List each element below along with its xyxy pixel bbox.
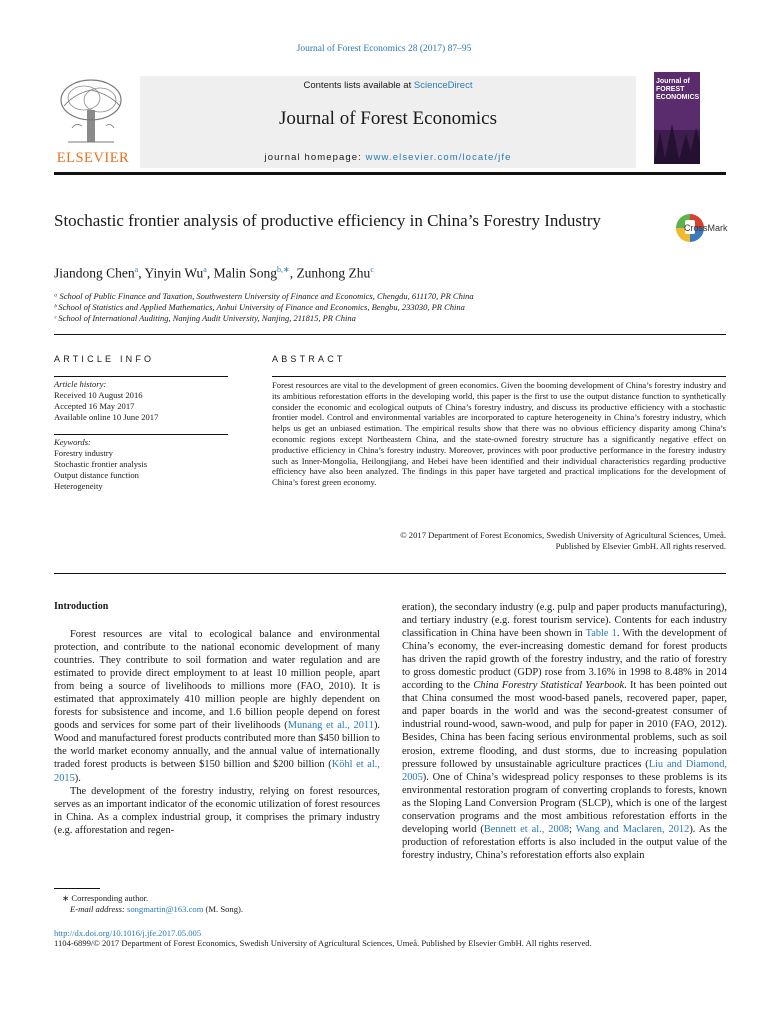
citation-link[interactable]: Liu and Diamond, 2005 (402, 758, 727, 783)
author-affiliation-mark[interactable]: c (370, 265, 374, 274)
body-column-left (54, 628, 380, 837)
elsevier-wordmark: ELSEVIER (56, 150, 130, 166)
author-list: Jiandong Chen$^a$, Yinyin Wu$^a$, Malin Song$^{b,∗}$, Zunhong Zhu$^c$ (54, 265, 374, 281)
homepage-link[interactable]: www.elsevier.com/locate/jfe (365, 152, 512, 163)
author-name[interactable]: Jiandong Chen (54, 265, 135, 281)
contents-line (140, 80, 636, 91)
keywords-list (54, 437, 228, 492)
article-title: Stochastic frontier analysis of productive efficiency in China’s Forestry Industry (54, 211, 601, 230)
citation-link[interactable]: Bennett et al., 2008 (483, 823, 570, 835)
article-info-rule (54, 376, 228, 377)
abstract-publisher-line: Published by Elsevier GmbH. All rights reserved. (555, 541, 726, 551)
homepage-prefix: journal homepage: (264, 152, 366, 163)
introduction-heading: Introduction (54, 601, 109, 612)
author-name[interactable]: Zunhong Zhu (296, 265, 371, 281)
author-name[interactable]: Malin Song (213, 265, 277, 281)
author-name[interactable]: Yinyin Wu (144, 265, 204, 281)
sciencedirect-link[interactable]: ScienceDirect (413, 80, 473, 91)
footnote-rule (54, 888, 100, 889)
paragraph-text: ). As the production of reforestation efforts is also included in the output value of the forestry industry, China’s reforestation efforts also explain (402, 823, 728, 861)
section-rule (54, 334, 726, 335)
citation-link[interactable]: Köhl et al., 2015 (54, 759, 380, 784)
journal-title: Journal of Forest Economics (279, 108, 497, 129)
contents-prefix: Contents lists available at (303, 80, 414, 91)
issn-copyright-line: 1104-6899/© 2017 Department of Forest Economics, Swedish University of Agricultural Sciences, Umeå. Published by Elsevier GmbH. All rights reserved. (54, 938, 592, 948)
abstract-copyright: © 2017 Department of Forest Economics, Swedish University of Agricultural Sciences, Umeå. (400, 530, 726, 540)
paragraph (54, 628, 380, 785)
corresponding-author-note: ∗ Corresponding author. (62, 893, 149, 903)
citation-link[interactable]: Wang and Maclaren, 2012 (575, 823, 690, 835)
body-rule (54, 573, 726, 574)
keyword: Heterogeneity (54, 481, 103, 491)
header-rule (54, 172, 726, 175)
abstract-rule (272, 376, 726, 377)
table-link[interactable]: Table 1 (585, 628, 617, 640)
history-online: Available online 10 June 2017 (54, 412, 159, 422)
paragraph-text: ). Wood and manufactured forest products contributed more than $450 billion to the world market economy annually, and the annual value of internationally traded forest products is between $150 billion and $200 billion ( (54, 720, 381, 771)
cover-title: Journal of FOREST ECONOMICS (656, 78, 700, 101)
affiliation-b: ᵇ School of Statistics and Applied Mathematics, Anhui University of Finance and Economics, Bengbu, 233030, PR China (54, 302, 465, 312)
keywords-label: Keywords: (54, 437, 91, 447)
author-affiliation-mark[interactable]: a (203, 265, 207, 274)
article-info-heading: ARTICLE INFO (54, 354, 155, 364)
citation-link[interactable]: Munang et al., 2011 (287, 720, 374, 732)
paragraph-text: eration), the secondary industry (e.g. pulp and paper products manufacturing), and tertiary industry (e.g. forest tourism service). Contents for each industry classification in China have been shown in (402, 602, 727, 640)
keywords-rule (54, 434, 228, 435)
paragraph-text: . It has been pointed out that China consumed the most wood-based panels, recovered paper, paper, and paper boards in the world and was the second-greatest consumer of industrial round-wood, sawn-wood, and pulp for paper in 2010 (FAO, 2012). Besides, China has been facing serious environmental problems, such as soil erosion, extreme flooding, and dust storms, due to increasing population pressure followed by unsustainable agriculture practices ( (402, 680, 727, 770)
email-footnote (70, 904, 243, 914)
paragraph-text: ). One of China’s widespread policy responses to these problems is its environmental restoration program of converting croplands to forests, known as the Sloping Land Conversion Program (SLCP), which is one of the largest conservation programs and the most ambitious reforestation efforts in the developing world ( (402, 771, 727, 835)
affiliation-c: ᶜ School of International Auditing, Nanjing Audit University, Nanjing, 211815, PR China (54, 313, 356, 323)
paragraph-text: . With the development of China’s economy, the ever-increasing domestic demand for forest products has driven the rapid growth of the forestry industry, and the ratio of forestry to gross domestic product (GDP) rose from 3.16% in 1998 to 8.48% in 2014 according to the (402, 628, 727, 692)
abstract-text: Forest resources are vital to the development of green economics. Given the booming development of China’s forestry industry and its ambitious reforestation efforts in the developing world, this paper is the first to use the output distance function to synthetically consider the economic and ecological outputs of China’s forestry industry, and discuss its productive efficiency with a stochastic frontier model. Control and environmental variables are incorporated to capture heterogeneity in China’s forestry industry, which helps us get an unbiased estimation. The empirical results show that there was no obvious efficiency disparity among China’s economic regions except Northeastern China, and the state-owned forestry structure has a significantly negative effect on productive efficiency in China’s forestry industry. Moreover, provinces with poor productive performance in the forestry industry such as Inner-Mongolia, Heilongjiang, and Hebei have been identified and their individual characteristics regarding productive efficiency have also been analyzed. The findings in this paper have targeted and practical implications for the development of China’s forest green economy. (272, 380, 726, 488)
history-accepted: Accepted 16 May 2017 (54, 401, 135, 411)
author-affiliation-mark[interactable]: b,∗ (276, 265, 290, 274)
keyword: Stochastic frontier analysis (54, 459, 148, 469)
keyword: Output distance function (54, 470, 139, 480)
crossmark-label[interactable]: CrossMark (684, 223, 728, 233)
body-column-right (402, 601, 727, 862)
paragraph-text: ; (569, 823, 576, 835)
abstract-heading: ABSTRACT (272, 354, 346, 364)
journal-homepage-line (140, 152, 636, 163)
history-received: Received 10 August 2016 (54, 390, 143, 400)
doi-link[interactable]: http://dx.doi.org/10.1016/j.jfe.2017.05.005 (54, 928, 202, 938)
author-affiliation-mark[interactable]: a (134, 265, 139, 274)
email-label: E-mail address: (70, 904, 127, 914)
paragraph-text: ). (74, 772, 81, 784)
yearbook-title: China Forestry Statistical Yearbook (473, 680, 625, 692)
email-link[interactable]: songmartin@163.com (126, 904, 204, 914)
history-label: Article history: (54, 379, 107, 389)
journal-citation-link[interactable]: Journal of Forest Economics 28 (2017) 87–95 (296, 44, 472, 54)
email-suffix: (M. Song). (203, 904, 244, 914)
keyword: Forestry industry (54, 448, 113, 458)
article-history (54, 379, 228, 423)
paragraph-text: Forest resources are vital to ecological balance and environmental protection, and contribute to the national economic development of many countries. They contribute to soil formation and water regulation and are estimated to provide direct employment to at least 10 million people, apart from being a source of livelihoods to millions more (FAO, 2010). It is estimated that approximately 410 million people are highly dependent on forests for subsistence and income, and 1.6 billion people depend on forest goods and services for some part of their livelihoods ( (54, 629, 380, 732)
paragraph: The development of the forestry industry, relying on forest resources, serves as an important indicator of the economic utilization of forest resources in China. As a complex industrial group, it comprises the primary industry (e.g. afforestation and regen- (54, 785, 380, 836)
paragraph (402, 601, 727, 862)
affiliation-a: ᵃ School of Public Finance and Taxation, Southwestern University of Finance and Economics, Chengdu, 611170, PR China (54, 291, 474, 301)
